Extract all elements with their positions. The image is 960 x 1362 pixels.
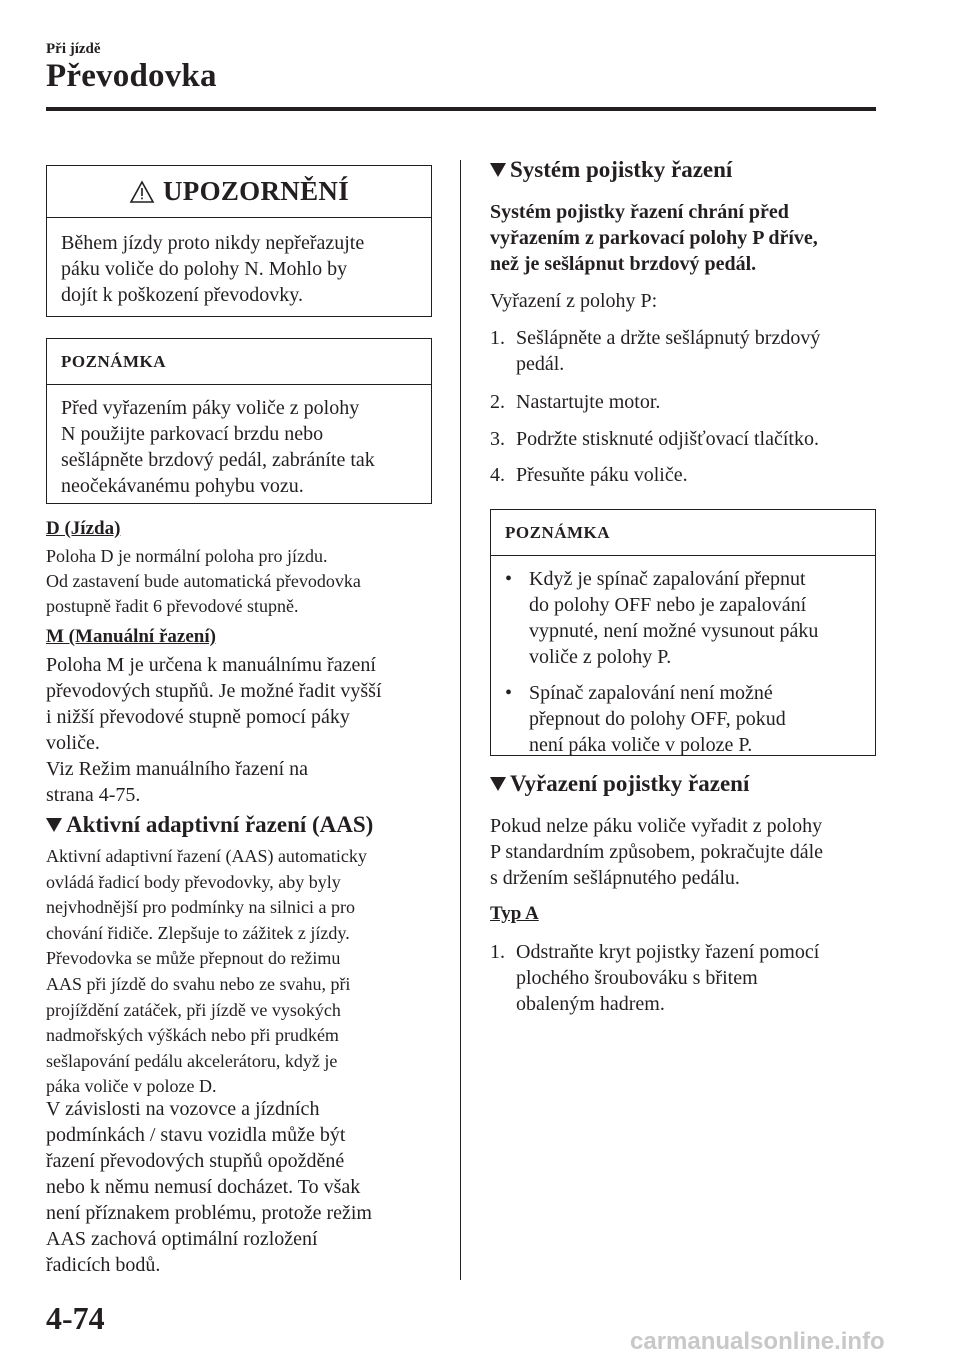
note-box <box>46 338 432 504</box>
step-item: 4. Přesuňte páku voliče. <box>490 464 688 486</box>
aas-heading: Aktivní adaptivní řazení (AAS) <box>46 812 373 838</box>
section-marker-icon <box>490 777 506 791</box>
bullet-item: • Spínač zapalování není možné přepnout do polohy OFF, pokud není páka voliče v poloze P. <box>505 682 786 756</box>
drive-heading: D (Jízda) <box>46 518 121 539</box>
release-text: Pokud nelze páku voliče vyřadit z polohy P standardním způsobem, pokračujte dále s držením sešlápnutého pedálu. <box>490 815 824 889</box>
note-title: POZNÁMKA <box>47 339 431 385</box>
bullet-icon: • <box>505 682 513 704</box>
warning-box <box>46 165 432 317</box>
bullet-icon: • <box>505 568 513 590</box>
note-box <box>490 509 876 756</box>
breadcrumb: Při jízdě <box>46 41 101 57</box>
warning-text: Během jízdy proto nikdy nepřeřazujte páku voliče do polohy N. Mohlo by dojít k poškození převodovky. <box>61 232 365 306</box>
manual-text: Poloha M je určena k manuálnímu řazení převodových stupňů. Je možné řadit vyšší i nižší převodové stupně pomocí páky voliče. Viz Režim manuálního řazení na strana 4-75. <box>46 654 382 806</box>
section-marker-icon <box>46 818 62 832</box>
type-heading: Typ A <box>490 903 539 924</box>
step-item: 1. Sešlápněte a držte sešlápnutý brzdový pedál. <box>490 327 821 375</box>
warning-triangle-icon <box>129 180 155 204</box>
warning-title: UPOZORNĚNÍ <box>162 176 349 206</box>
note-title: POZNÁMKA <box>491 510 875 556</box>
page-title: Převodovka <box>46 58 217 94</box>
release-heading: Vyřazení pojistky řazení <box>490 771 749 797</box>
aas-text-2: V závislosti na vozovce a jízdních podmínkách / stavu vozidla může být řazení převodových stupňů opožděné nebo k němu nemusí docházet. To však není příznakem problému, protože režim AAS zachová optimální rozložení řadicích bodů. <box>46 1098 372 1276</box>
aas-text: Aktivní adaptivní řazení (AAS) automaticky ovládá řadicí body převodovky, aby byly nejvhodnější pro podmínky na silnici a pro chování řidiče. Zlepšuje to zážitek z jízdy. Převodovka se může přepnout do režimu AAS při jízdě do svahu nebo ze svahu, při projíždění zatáček, při jízdě ve vysokých nadmořských výškách nebo při prudkém sešlapování pedálu akcelerátoru, když je páka voliče v poloze D. <box>46 846 367 1097</box>
interlock-intro-bold: Systém pojistky řazení chrání před vyřazením z parkovací polohy P dříve, než je sešlápnut brzdový pedál. <box>490 201 818 275</box>
step-item: 3. Podržte stisknuté odjišťovací tlačítko. <box>490 428 819 450</box>
title-rule <box>46 107 876 111</box>
warning-header <box>47 166 431 218</box>
column-divider <box>460 160 461 1280</box>
section-marker-icon <box>490 163 506 177</box>
interlock-heading: Systém pojistky řazení <box>490 157 732 183</box>
manual-heading: M (Manuální řazení) <box>46 626 216 647</box>
step-item: 1. Odstraňte kryt pojistky řazení pomocí plochého šroubováku s břitem obaleným hadrem. <box>490 941 820 1015</box>
page-number: 4-74 <box>46 1300 105 1336</box>
interlock-intro: Vyřazení z polohy P: <box>490 290 658 312</box>
step-item: 2. Nastartujte motor. <box>490 391 661 413</box>
watermark: carmanualsonline.info <box>630 1328 885 1355</box>
bullet-item: • Když je spínač zapalování přepnut do polohy OFF nebo je zapalování vypnuté, není možné vysunout páku voliče z polohy P. <box>505 568 819 668</box>
note-text: Před vyřazením páky voliče z polohy N použijte parkovací brzdu nebo sešlápněte brzdový pedál, zabráníte tak neočekávanému pohybu vozu. <box>61 397 375 497</box>
drive-text: Poloha D je normální poloha pro jízdu. Od zastavení bude automatická převodovka postupně řadit 6 převodové stupně. <box>46 546 361 616</box>
